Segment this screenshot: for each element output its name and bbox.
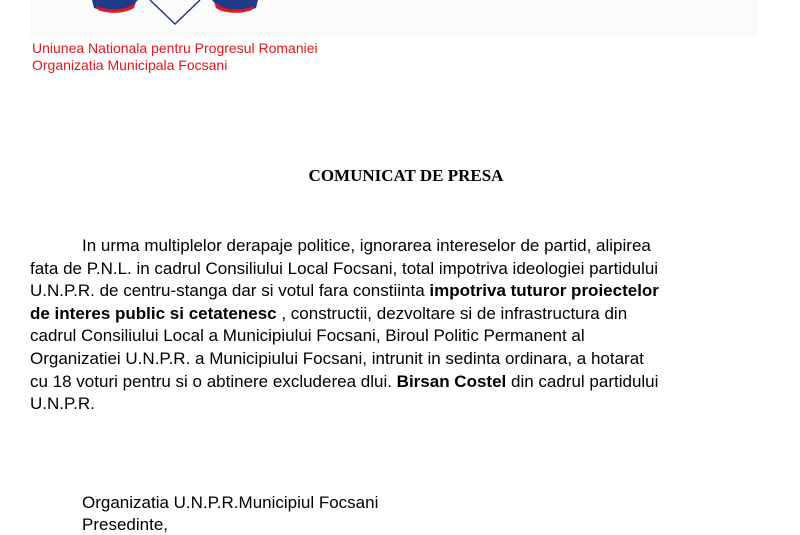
- body-line: Organizatiei U.N.P.R. a Municipiului Focsani, intrunit in sedinta ordinara, a hotarat: [30, 348, 765, 371]
- party-logo-icon: [90, 0, 260, 26]
- body-line: de interes public si cetatenesc , constructii, dezvoltare si de infrastructura din: [30, 303, 765, 326]
- organization-branch: Organizatia Municipala Focsani: [32, 57, 318, 74]
- signature-organization: Organizatia U.N.P.R.Municipiul Focsani: [82, 492, 378, 514]
- emphasis-text: de interes public si cetatenesc: [30, 304, 277, 323]
- header-band: [30, 0, 758, 38]
- signature-block: [82, 492, 378, 535]
- document-title: COMUNICAT DE PRESA: [0, 166, 800, 186]
- body-line: U.N.P.R.: [30, 393, 765, 416]
- body-line: cadrul Consiliului Local a Municipiului Focsani, Biroul Politic Permanent al: [30, 325, 765, 348]
- person-name: Birsan Costel: [397, 372, 507, 391]
- body-line: U.N.P.R. de centru-stanga dar si votul fara constiinta impotriva tuturor proiectelor: [30, 280, 765, 303]
- signature-role: Presedinte,: [82, 514, 378, 535]
- organization-name: Uniunea Nationala pentru Progresul Romaniei: [32, 40, 318, 57]
- press-release-body: [30, 235, 765, 416]
- organization-header: [32, 40, 318, 74]
- body-line: In urma multiplelor derapaje politice, ignorarea intereselor de partid, alipirea: [30, 235, 765, 258]
- body-line: fata de P.N.L. in cadrul Consiliului Local Focsani, total impotriva ideologiei partidului: [30, 258, 765, 281]
- emphasis-text: impotriva tuturor proiectelor: [429, 281, 659, 300]
- body-line: cu 18 voturi pentru si o abtinere excluderea dlui. Birsan Costel din cadrul partidului: [30, 371, 765, 394]
